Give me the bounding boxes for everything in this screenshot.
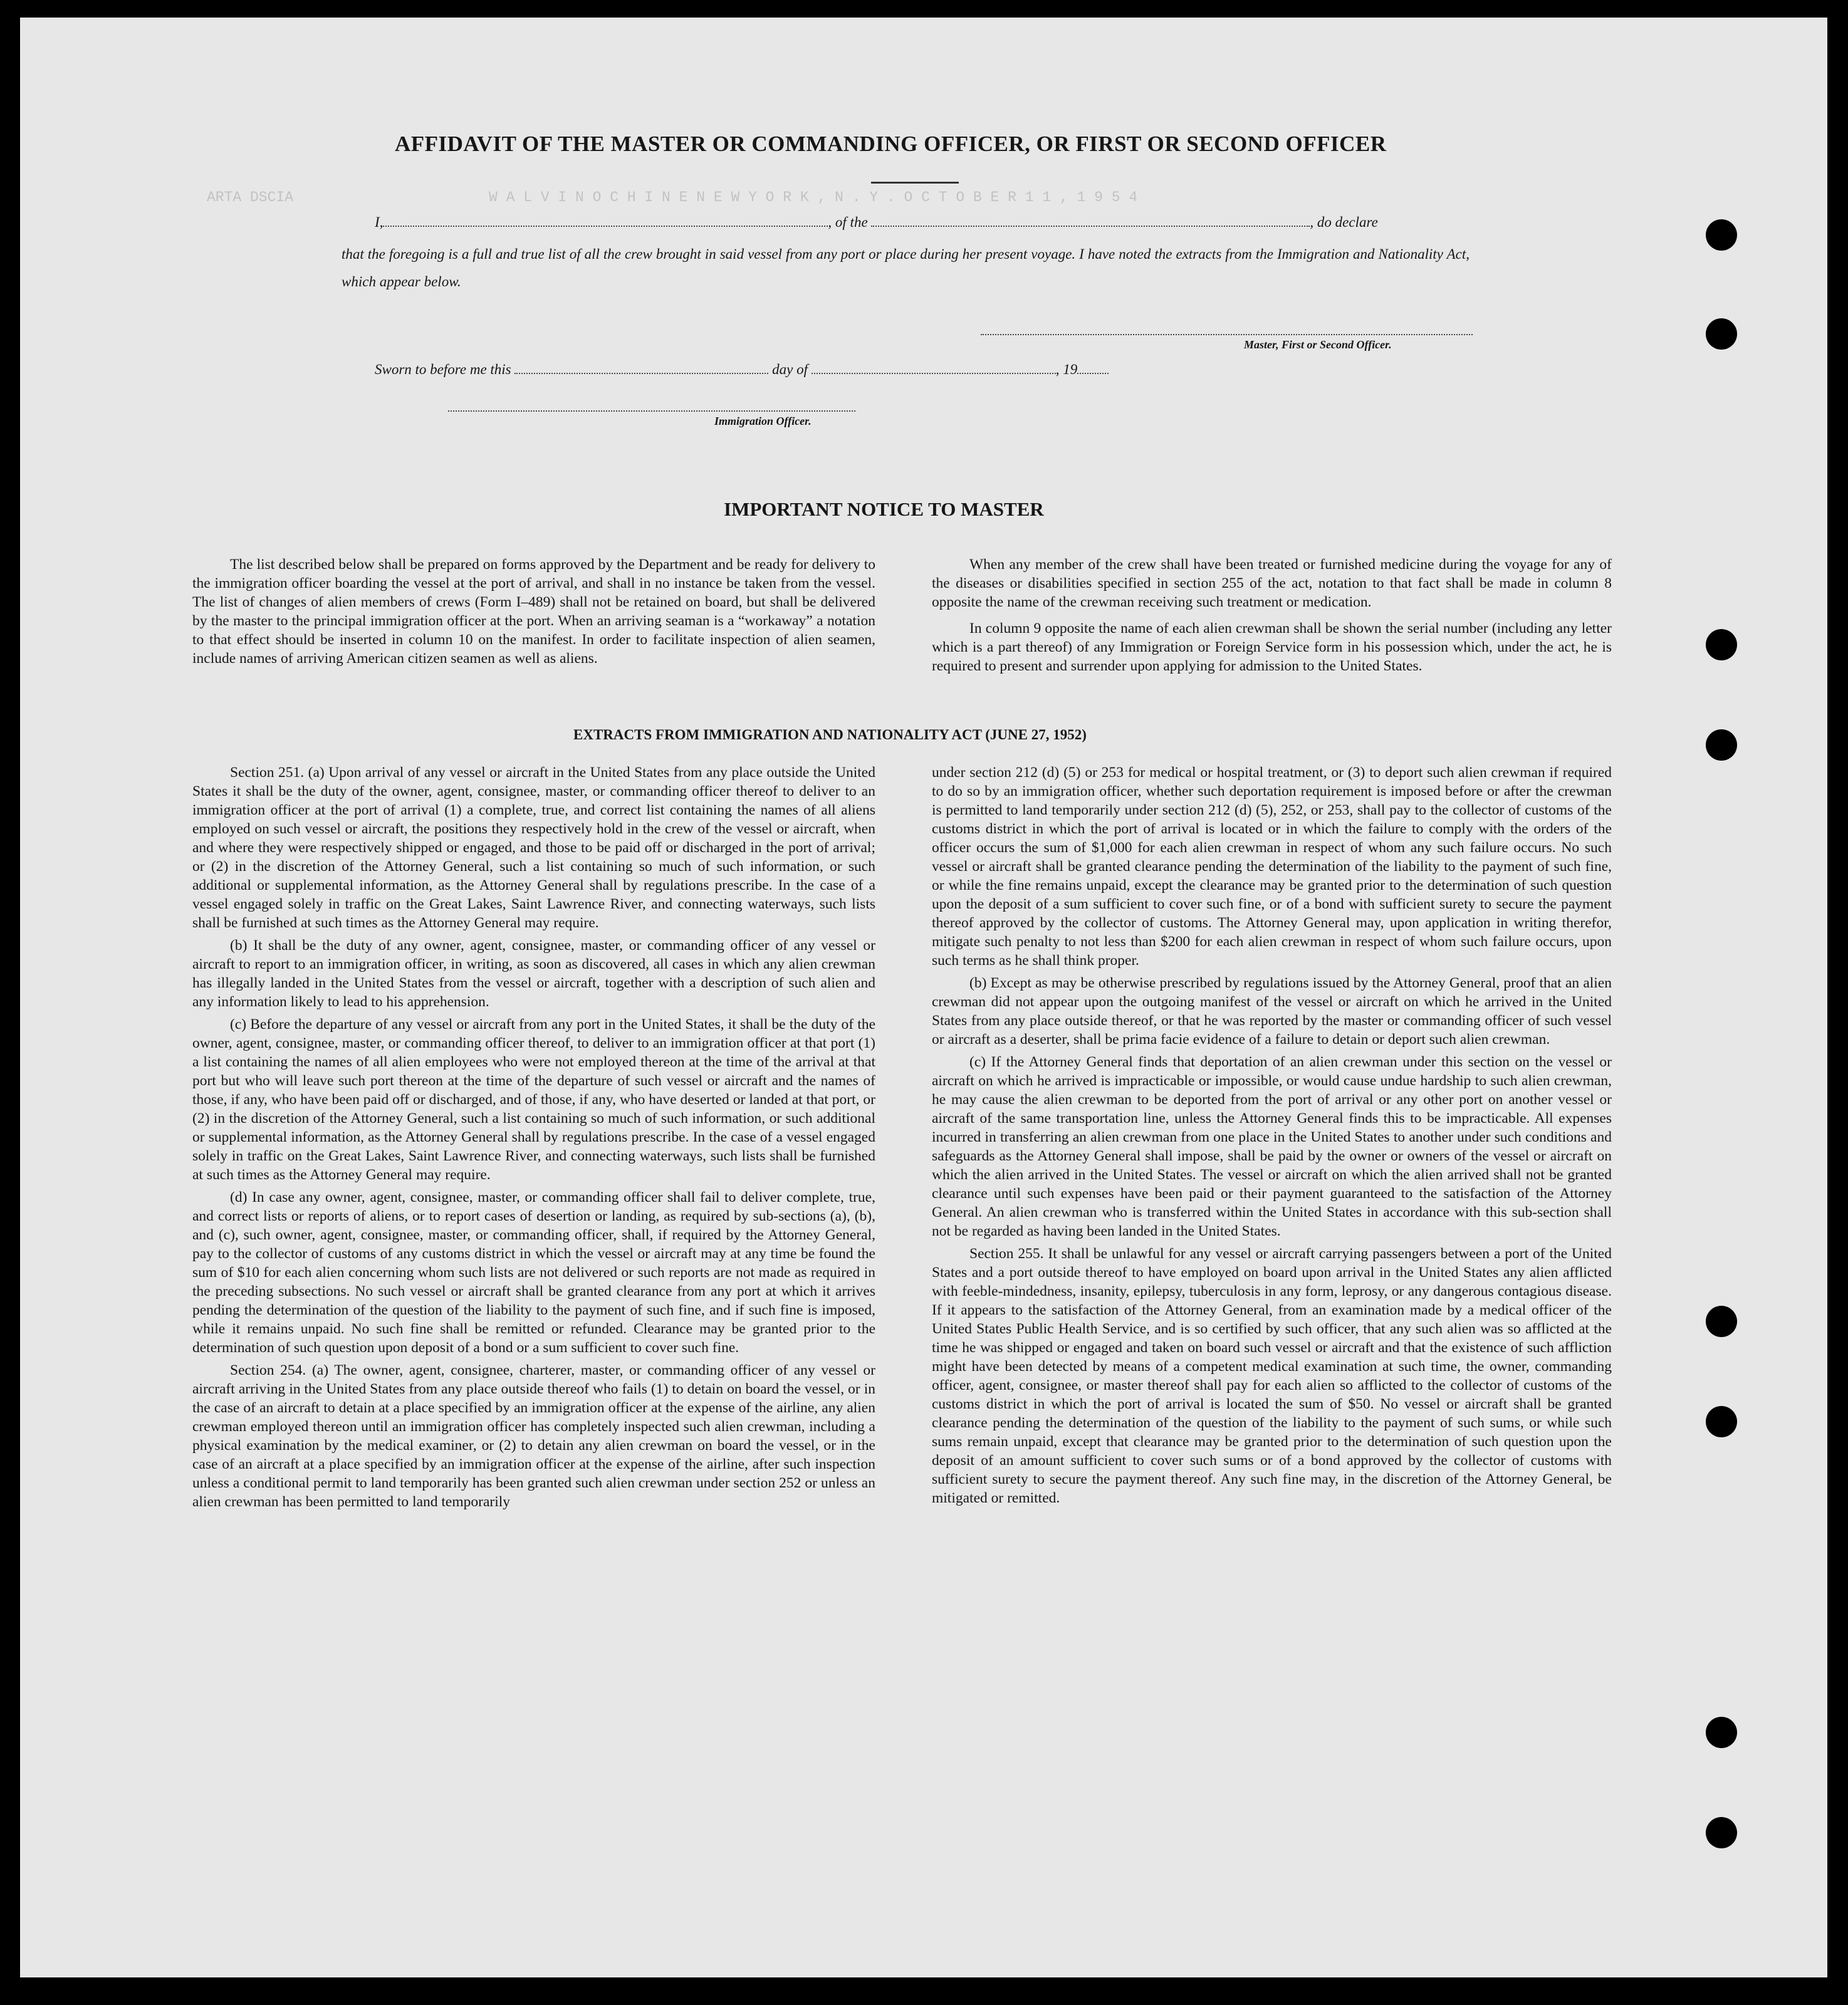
- notice-left-column: [192, 555, 875, 672]
- vessel-blank[interactable]: [871, 213, 1310, 227]
- binder-hole: [1706, 1406, 1737, 1437]
- notice-right-paragraph-2: In column 9 opposite the name of each alien crewman shall be shown the serial number (including any letter which is a part thereof) of any Immigration or Foreign Service form in his possession which, under the act, he is required to present and surrender upon applying for admission to the United States.: [932, 620, 1612, 674]
- section-254-c: (c) If the Attorney General finds that deportation of an alien crewman under this section on the vessel or aircraft on which he arrived is impracticable or impossible, or would cause undue hardship to such alien crewman, he may cause the alien crewman to be deported from the port of arrival or any other port on another vessel or aircraft of the same transportation line, unless the Attorney General finds this to be impracticable. All expenses incurred in transferring an alien crewman from one place in the United States to another under such conditions and safeguards as the Attorney General shall impose, shall be paid by the owner or owners of the vessel or aircraft on which the alien arrived in the United States. The vessel or aircraft on which the alien arrived shall not be granted clearance until such expenses have been paid or their payment guaranteed to the satisfaction of the Attorney General. An alien crewman who is transferred within the United States in accordance with this sub-section shall not be regarded as having been landed in the United States.: [932, 1054, 1612, 1239]
- label-day-of: day of: [772, 362, 808, 377]
- section-254-a: Section 254. (a) The owner, agent, consignee, charterer, master, or commanding officer of any vessel or aircraft arriving in the United States from any place outside thereof who fails (1) to detain on board the vessel, or in the case of an aircraft to detain at a place specified by an immigration officer at the expense of the airline, any alien crewman employed thereon until an immigration officer has completely inspected such alien crewman, including a physical examination by the medical examiner, or (2) to detain any alien crewman on board the vessel, or in the case of an aircraft at a place specified by an immigration officer at the expense of the airline, after such inspection unless a conditional permit to land temporarily has been granted such alien crewman under section 252 or unless an alien crewman has been permitted to land temporarily: [192, 1362, 875, 1510]
- name-blank[interactable]: [383, 213, 828, 227]
- label-year: , 19: [1055, 362, 1078, 377]
- section-255: Section 255. It shall be unlawful for any vessel or aircraft carrying passengers between a port of the United States and a port outside thereof to have employed on board upon arrival in the United States any alien afflicted with feeble-mindedness, insanity, epilepsy, tuberculosis in any form, leprosy, or any dangerous contagious disease. If it appears to the satisfaction of the Attorney General, from an examination made by a medical officer of the United States Public Health Service, and is so certified by such officer, that any such alien was so afflicted at the time he was shipped or engaged and taken on board such vessel or aircraft and that the existence of such affliction might have been detected by means of a competent medical examination at such time, the owner, commanding officer, agent, consignee, or master thereof shall pay for each alien so afflicted to the collector of customs of the customs district in which the port of arrival is located the sum of $50. No vessel or aircraft shall be granted clearance pending the determination of the question of the liability to the payment of such sums, or while such sums remain unpaid, except that clearance may be granted prior to the determination of such question upon the deposit of an amount sufficient to cover such sums or of a bond approved by the collector of customs with sufficient surety to secure the payment thereof. Any such fine may, in the discretion of the Attorney General, be mitigated or remitted.: [932, 1246, 1612, 1506]
- master-signature-label: Master, First or Second Officer.: [1244, 338, 1392, 351]
- binder-hole: [1706, 219, 1737, 251]
- section-251-b: (b) It shall be the duty of any owner, agent, consignee, master, or commanding officer of any vessel or aircraft to report to an immigration officer, in writing, as soon as discovered, all cases in which any alien crewman has illegally landed in the United States from the vessel or aircraft, together with a description of such alien and any information likely to lead to his apprehension.: [192, 937, 875, 1010]
- master-signature-line[interactable]: [981, 334, 1473, 335]
- notice-title: IMPORTANT NOTICE TO MASTER: [724, 498, 1044, 520]
- title-rule: [871, 182, 959, 184]
- officer-signature-label: Immigration Officer.: [714, 415, 812, 427]
- officer-signature-line[interactable]: [448, 410, 855, 412]
- sworn-month-blank[interactable]: [812, 360, 1056, 374]
- binder-hole: [1706, 1306, 1737, 1337]
- binder-hole: [1706, 1717, 1737, 1748]
- affidavit-statement: that the foregoing is a full and true list of all the crew brought in said vessel from any port or place during her present voyage. I have noted the extracts from the Immigration and Nationality Act, which appear below.: [342, 246, 1470, 289]
- binder-hole: [1706, 1817, 1737, 1848]
- notice-right-column: [932, 555, 1612, 679]
- section-251-c: (c) Before the departure of any vessel or aircraft from any port in the United States, it shall be the duty of the owner, agent, consignee, master, or commanding officer thereof, to deliver to an immigration officer at that port (1) a list containing the names of all alien employees who were not employed thereon at the time of the arrival at that port but who will leave such port thereon at the time of the departure of such vessel or aircraft and the names of those, if any, who have been paid off or discharged, and of those, if any, who have deserted or landed at that port, or (2) in the discretion of the Attorney General, such a list containing so much of such information, or such additional or supplemental information, as the Attorney General shall by regulations prescribe. In the case of a vessel engaged solely in traffic on the Great Lakes, Saint Lawrence River, and connecting waterways, such lists shall be furnished at such times as the Attorney General may require.: [192, 1016, 875, 1183]
- label-sworn: Sworn to before me this: [375, 362, 511, 377]
- binder-hole: [1706, 629, 1737, 660]
- notice-right-paragraph-1: When any member of the crew shall have been treated or furnished medicine during the voyage for any of the diseases or disabilities specified in section 255 of the act, notation to that fact shall be made in column 8 opposite the name of the crewman receiving such treatment or medication.: [932, 556, 1612, 610]
- label-of-the: , of the: [828, 214, 868, 230]
- section-251-a: Section 251. (a) Upon arrival of any vessel or aircraft in the United States from any place outside the United States it shall be the duty of the owner, agent, consignee, master, or commanding officer thereof to deliver to an immigration officer at the port of arrival (1) a complete, true, and correct list containing the names of all aliens employed on such vessel or aircraft, the positions they respectively hold in the crew of the vessel or aircraft, when and where they were respectively shipped or engaged, and those to be paid off or discharged in the port of arrival; or (2) in the discretion of the Attorney General, such a list containing so much of such information, or such additional or supplemental information, as the Attorney General shall by regulations prescribe. In the case of a vessel engaged solely in traffic on the Great Lakes, Saint Lawrence River, and connecting waterways, such lists shall be furnished at such times as the Attorney General may require.: [192, 764, 875, 931]
- bleed-through-text: W A L V I N O C H I N E N E W Y O R K , N . Y . O C T O B E R 1 1 , 1 9 5 4: [489, 189, 1138, 206]
- extracts-right-column: [932, 763, 1612, 1511]
- bleed-through-text: ARTA DSCIA: [207, 189, 294, 206]
- binder-hole: [1706, 729, 1737, 761]
- extracts-title: EXTRACTS FROM IMMIGRATION AND NATIONALITY ACT (JUNE 27, 1952): [573, 727, 1087, 742]
- section-254-a-continued: under section 212 (d) (5) or 253 for medical or hospital treatment, or (3) to deport such alien crewman if required to do so by an immigration officer, whether such deportation requirement is imposed before or after the crewman is permitted to land temporarily under section 212 (d) (5), 252, or 253, shall pay to the collector of customs of the customs district in which the port of arrival is located or in which the failure to comply with the orders of the officer occurs the sum of $1,000 for each alien crewman in respect of whom any such failure occurs. No such vessel or aircraft shall be granted clearance pending the determination of the liability to the payment of such fine, or while the fine remains unpaid, except the clearance may be granted prior to the determination of such question upon the deposit of a sum sufficient to cover such fine, or of a bond with sufficient surety to secure the payment thereof approved by the collector of customs. The Attorney General may, upon application in writing therefor, mitigate such penalty to not less than $200 for each alien crewman in respect of whom such failure occurs, upon such terms as he shall think proper.: [932, 764, 1612, 969]
- label-i: I,: [375, 214, 384, 230]
- section-251-d: (d) In case any owner, agent, consignee, master, or commanding officer shall fail to deliver complete, true, and correct lists or reports of aliens, or to report cases of desertion or landing, as required by sub-sections (a), (b), and (c), such owner, agent, consignee, master, or commanding officer, shall, if required by the Attorney General, pay to the collector of customs of any customs district in which the vessel or aircraft may at any time be found the sum of $10 for each alien concerning whom such lists are not delivered or such reports are not made as required in the preceding subsections. No such vessel or aircraft shall be granted clearance from any port at which it arrives pending the determination of the question of the liability to the payment of such fine, and if such fine is imposed, while it remains unpaid. No such fine shall be remitted or refunded. Clearance may be granted prior to the determination of such question upon deposit of a bond or a sum sufficient to cover such fine.: [192, 1189, 875, 1356]
- declaration-line: [375, 213, 1378, 231]
- section-254-b: (b) Except as may be otherwise prescribed by regulations issued by the Attorney General, proof that an alien crewman did not appear upon the outgoing manifest of the vessel or aircraft on which he arrived in the United States from any place outside thereof, or that he was reported by the master or commanding officer of such vessel or aircraft as a deserter, shall be prima facie evidence of a failure to detain or deport such alien crewman.: [932, 975, 1612, 1048]
- extracts-left-column: [192, 763, 875, 1515]
- sworn-year-blank[interactable]: [1077, 360, 1109, 374]
- label-do-declare: , do declare: [1310, 214, 1378, 230]
- affidavit-title: AFFIDAVIT OF THE MASTER OR COMMANDING OFFICER, OR FIRST OR SECOND OFFICER: [395, 132, 1387, 156]
- binder-hole: [1706, 318, 1737, 350]
- sworn-day-blank[interactable]: [514, 360, 768, 374]
- notice-left-paragraph: The list described below shall be prepared on forms approved by the Department and be ready for delivery to the immigration officer boarding the vessel at the port of arrival, and shall in no instance be taken from the vessel. The list of changes of alien members of crews (Form I–489) shall not be retained on board, but shall be delivered by the master to the principal immigration officer at the port. When an arriving seaman is a “workaway” a notation to that effect should be inserted in column 10 on the manifest. In order to facilitate inspection of alien seamen, include names of arriving American citizen seamen as well as aliens.: [192, 556, 875, 667]
- sworn-line: [375, 360, 1109, 378]
